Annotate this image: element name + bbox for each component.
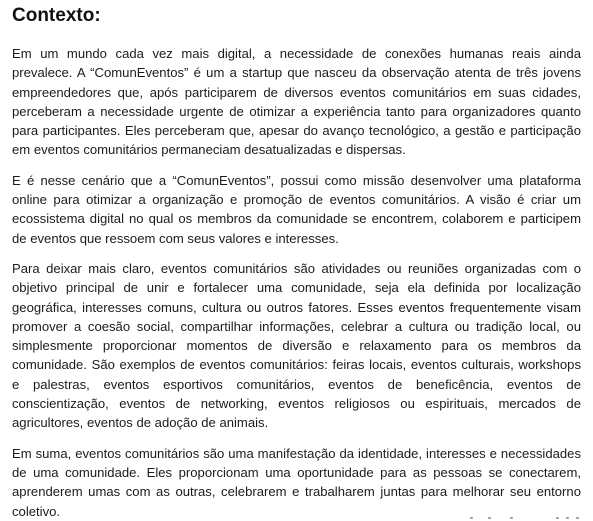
footer-artifacts — [463, 513, 583, 519]
paragraph-definition: Para deixar mais claro, eventos comunitários são atividades ou reuniões organizadas com o objetivo principal de unir e fortalecer uma comunidade, seja ela definida por localização geográfica, interesses comuns, cultura ou outros fatores. Esses eventos frequentemente visam promover a coesão social, compartilhar informações, celebrar a cultura ou tradição local, ou simplesmente proporcionar momentos de diversão e relaxamento para os membros da comunidade. São exemplos de eventos comunitários: feiras locais, eventos culturais, workshops e palestras, eventos esportivos comunitários, eventos de beneficência, eventos de conscientização, eventos de networking, eventos religiosos ou espirituais, mercados de agricultores, eventos de adoção de animais. — [12, 260, 581, 431]
document-body — [12, 44, 581, 521]
footer-mark — [556, 517, 559, 519]
footer-mark — [566, 517, 569, 519]
footer-mark — [488, 517, 491, 519]
footer-mark — [470, 517, 473, 519]
footer-mark — [510, 517, 513, 519]
paragraph-summary: Em suma, eventos comunitários são uma manifestação da identidade, interesses e necessidades de uma comunidade. Eles proporcionam uma oportunidade para as pessoas se conectarem, aprenderem umas com as outras, celebrarem e trabalharem juntas para melhorar seu entorno coletivo. — [12, 445, 581, 519]
section-title: Contexto: — [12, 5, 101, 26]
footer-mark — [576, 517, 579, 519]
paragraph-intro: Em um mundo cada vez mais digital, a necessidade de conexões humanas reais ainda prevalece. A “ComunEventos” é um a startup que nasceu da observação atenta de três jovens empreendedores que, após participarem de diversos eventos comunitários em suas cidades, perceberam a necessidade urgente de otimizar a experiência tanto para organizadores quanto para participantes. Eles perceberam que, apesar do avanço tecnológico, a gestão e participação em eventos comunitários permaneciam desatualizadas e dispersas. — [12, 46, 581, 158]
paragraph-mission: E é nesse cenário que a “ComunEventos”, possui como missão desenvolver uma plataforma online para otimizar a organização e promoção de eventos comunitários. A visão é criar um ecossistema digital no qual os membros da comunidade se encontrem, colaborem e participem de eventos que ressoem com seus valores e interesses. — [12, 172, 581, 246]
